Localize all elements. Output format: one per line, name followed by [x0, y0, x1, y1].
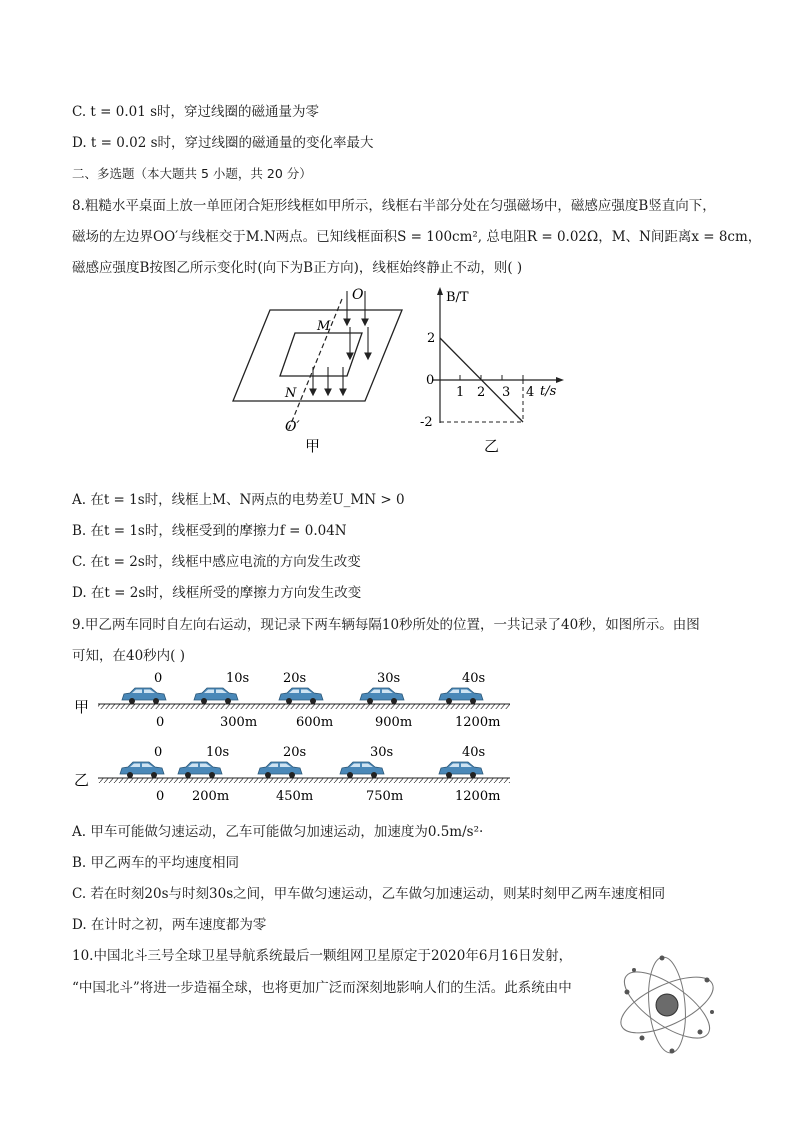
- y-tick-neg2: -2: [420, 415, 433, 430]
- q8-stem-line-1: 8.粗糙水平桌面上放一单匝闭合矩形线框如甲所示，线框右半部分处在匀强磁场中，磁感应强度B竖直向下，: [72, 198, 716, 214]
- y-axis-label: B/T: [446, 290, 469, 305]
- q9-stem-line-2: 可知，在40秒内( ): [72, 648, 186, 664]
- jia-time-label-3: 30s: [377, 671, 401, 686]
- q8-stem-line-2: 磁场的左边界OO′与线框交于M.N两点。已知线框面积S = 100cm², 总电阻R = 0.02Ω，M、N间距离x = 8cm，: [72, 229, 762, 245]
- prev-option-d: D. t = 0.02 s时，穿过线圈的磁通量的变化率最大: [72, 135, 374, 151]
- jia-time-label-4: 40s: [462, 671, 486, 686]
- origin-label: 0: [426, 373, 435, 388]
- section-title: 二、多选题（本大题共 5 小题，共 20 分）: [72, 166, 312, 181]
- jia-position-label-3: 900m: [375, 715, 413, 730]
- jia-car-2: [279, 688, 323, 704]
- yi-time-label-1: 10s: [206, 745, 230, 760]
- figure-label-yi: 乙: [484, 437, 500, 453]
- yi-time-label-2: 20s: [283, 745, 307, 760]
- y-tick-2: 2: [427, 331, 436, 346]
- q8-figure-jia: [225, 283, 415, 453]
- prev-option-c: C. t = 0.01 s时，穿过线圈的磁通量为零: [72, 104, 320, 120]
- label-O-prime: O′: [285, 419, 300, 435]
- jia-position-label-2: 600m: [296, 715, 334, 730]
- q8-option-a: A. 在t = 1s时，线框上M、N两点的电势差U_MN > 0: [72, 492, 405, 508]
- label-N: N: [285, 386, 297, 401]
- jia-car-3: [360, 688, 404, 704]
- q8-option-d: D. 在t = 2s时，线框所受的摩擦力方向发生改变: [72, 585, 362, 601]
- q9-figure: [70, 668, 520, 816]
- x-tick-2: 2: [477, 385, 486, 400]
- jia-position-label-1: 300m: [220, 715, 258, 730]
- yi-time-label-4: 40s: [462, 745, 486, 760]
- jia-car-4: [439, 688, 483, 704]
- q8-option-c: C. 在t = 2s时，线框中感应电流的方向发生改变: [72, 554, 361, 570]
- q9-stem-line-1: 9.甲乙两车同时自左向右运动，现记录下两车辆每隔10秒所处的位置，一共记录了40秒，如图所示。由图: [72, 617, 700, 633]
- yi-car-2: [258, 762, 302, 778]
- yi-position-label-2: 450m: [276, 789, 314, 804]
- jia-time-label-1: 10s: [226, 671, 250, 686]
- yi-position-label-0: 0: [156, 789, 165, 804]
- yi-car-1: [178, 762, 222, 778]
- row-label-jia: 甲: [74, 698, 90, 716]
- yi-car-0: [120, 762, 164, 778]
- jia-position-label-0: 0: [156, 715, 165, 730]
- x-tick-4: 4: [526, 385, 535, 400]
- figure-label-jia: 甲: [305, 437, 321, 453]
- label-M: M: [317, 319, 331, 334]
- yi-car-4: [439, 762, 483, 778]
- jia-car-0: [122, 688, 166, 704]
- q8-option-b: B. 在t = 1s时，线框受到的摩擦力f = 0.04N: [72, 523, 347, 539]
- q8-stem-line-3: 磁感应强度B按图乙所示变化时(向下为B正方向)，线框始终静止不动，则( ): [72, 260, 523, 276]
- jia-time-label-2: 20s: [283, 671, 307, 686]
- q10-stem-line-2: “中国北斗”将进一步造福全球，也将更加广泛而深刻地影响人们的生活。此系统由中: [72, 980, 572, 996]
- x-tick-3: 3: [502, 385, 511, 400]
- jia-position-label-4: 1200m: [455, 715, 501, 730]
- q9-option-a: A. 甲车可能做匀速运动，乙车可能做匀加速运动，加速度为0.5m/s²·: [72, 824, 484, 840]
- magnetic-field-arrows: [310, 291, 371, 395]
- q10-stem-line-1: 10.中国北斗三号全球卫星导航系统最后一颗组网卫星原定于2020年6月16日发射，: [72, 948, 573, 964]
- satellite-orbit-image: [612, 950, 722, 1060]
- jia-time-label-0: 0: [154, 671, 163, 686]
- yi-time-label-3: 30s: [370, 745, 394, 760]
- label-O: O: [352, 287, 364, 303]
- q9-option-c: C. 若在时刻20s与时刻30s之间，甲车做匀速运动，乙车做匀加速运动，则某时刻甲乙两车速度相同: [72, 886, 666, 902]
- yi-time-label-0: 0: [154, 745, 163, 760]
- yi-car-3: [340, 762, 384, 778]
- yi-position-label-3: 750m: [366, 789, 404, 804]
- row-label-yi: 乙: [74, 771, 90, 789]
- yi-position-label-1: 200m: [192, 789, 230, 804]
- q8-figure-yi: [412, 283, 572, 453]
- x-axis-label: t/s: [540, 384, 557, 399]
- q9-option-b: B. 甲乙两车的平均速度相同: [72, 855, 240, 871]
- q9-option-d: D. 在计时之初，两车速度都为零: [72, 917, 267, 933]
- jia-car-1: [194, 688, 238, 704]
- yi-position-label-4: 1200m: [455, 789, 501, 804]
- x-tick-1: 1: [456, 385, 465, 400]
